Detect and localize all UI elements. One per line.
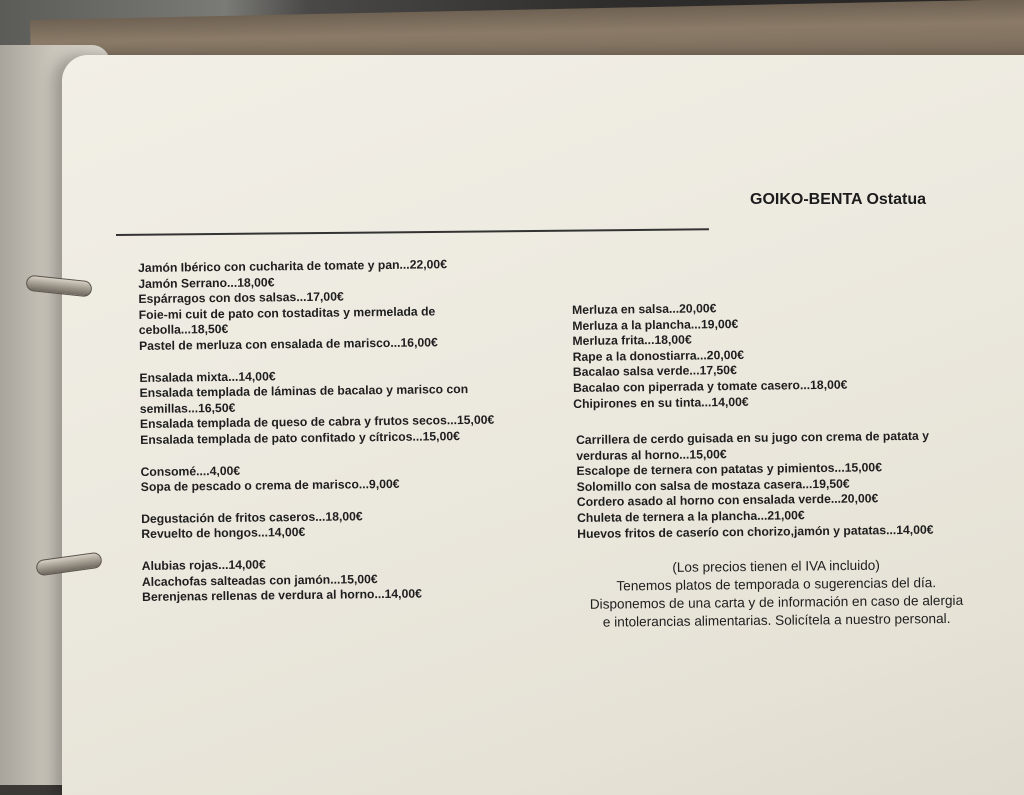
- menu-item: Ensalada templada de láminas de bacalao y marisco con: [139, 382, 469, 401]
- menu-item: Rape a la donostiarra...20,00€: [572, 347, 745, 364]
- menu-item: cebolla...18,50€: [138, 322, 229, 338]
- menu-item: Bacalao salsa verde...17,50€: [572, 363, 737, 380]
- menu-item: Cordero asado al horno con ensalada verde...20,00€: [576, 491, 879, 510]
- menu-item: Ensalada mixta...14,00€: [139, 368, 276, 385]
- menu-item: Foie-mi cuit de pato con tostaditas y mermelada de: [138, 304, 436, 322]
- menu-left-column: [138, 257, 496, 606]
- menu-item: Jamón Ibérico con cucharita de tomate y pan...22,00€: [138, 257, 448, 275]
- menu-fish-section: [572, 300, 848, 412]
- restaurant-title: GOIKO-BENTA Ostatua: [750, 191, 927, 208]
- menu-item: Huevos fritos de caserío con chorizo,jamón y patatas...14,00€: [577, 522, 934, 541]
- footnote-line: Disponemos de una carta y de información en caso de alergia: [589, 592, 964, 612]
- menu-item: Escalope de ternera con patatas y pimientos...15,00€: [576, 460, 883, 479]
- footnote-line: Tenemos platos de temporada o sugerencias del día.: [616, 575, 937, 594]
- menu-item: Jamón Serrano...18,00€: [138, 274, 275, 291]
- menu-item: Ensalada templada de queso de cabra y frutos secos...15,00€: [139, 413, 495, 432]
- footnote-line: e intolerancias alimentarias. Solicítela a nuestro personal.: [602, 610, 951, 630]
- menu-item: Merluza en salsa...20,00€: [572, 301, 717, 317]
- menu-item: Revuelto de hongos...14,00€: [141, 525, 306, 542]
- menu-item: Chuleta de ternera a la plancha...21,00€: [576, 508, 805, 525]
- footnote-line: (Los precios tienen el IVA incluido): [672, 557, 880, 575]
- menu-item: Degustación de fritos caseros...18,00€: [141, 508, 363, 526]
- menu-item: Berenjenas rellenas de verdura al horno...14,00€: [142, 586, 422, 605]
- menu-item: Consomé....4,00€: [140, 463, 241, 479]
- menu-item: Espárragos con dos salsas...17,00€: [138, 289, 344, 307]
- menu-item: verduras al horno...15,00€: [576, 446, 727, 463]
- menu-meat-section: [576, 429, 934, 543]
- menu-item: semillas...16,50€: [139, 400, 236, 416]
- menu-item: Carrillera de cerdo guisada en su jugo con crema de patata y: [576, 428, 930, 447]
- menu-item: Alcachofas salteadas con jamón...15,00€: [141, 571, 378, 589]
- menu-item: Sopa de pescado o crema de marisco...9,00€: [140, 476, 400, 495]
- menu-item: Merluza a la plancha...19,00€: [572, 316, 739, 333]
- menu-item: Chipirones en su tinta...14,00€: [573, 394, 749, 411]
- menu-item: Alubias rojas...14,00€: [141, 557, 266, 573]
- menu-item: Merluza frita...18,00€: [572, 332, 692, 349]
- menu-item: Pastel de merluza con ensalada de marisco...16,00€: [138, 335, 438, 353]
- menu-item: Solomillo con salsa de mostaza casera...19,50€: [576, 476, 850, 494]
- menu-item: Ensalada templada de pato confitado y cítricos...15,00€: [140, 429, 460, 447]
- menu-footnote: [566, 556, 987, 632]
- menu-item: Bacalao con piperrada y tomate casero...18,00€: [572, 377, 848, 395]
